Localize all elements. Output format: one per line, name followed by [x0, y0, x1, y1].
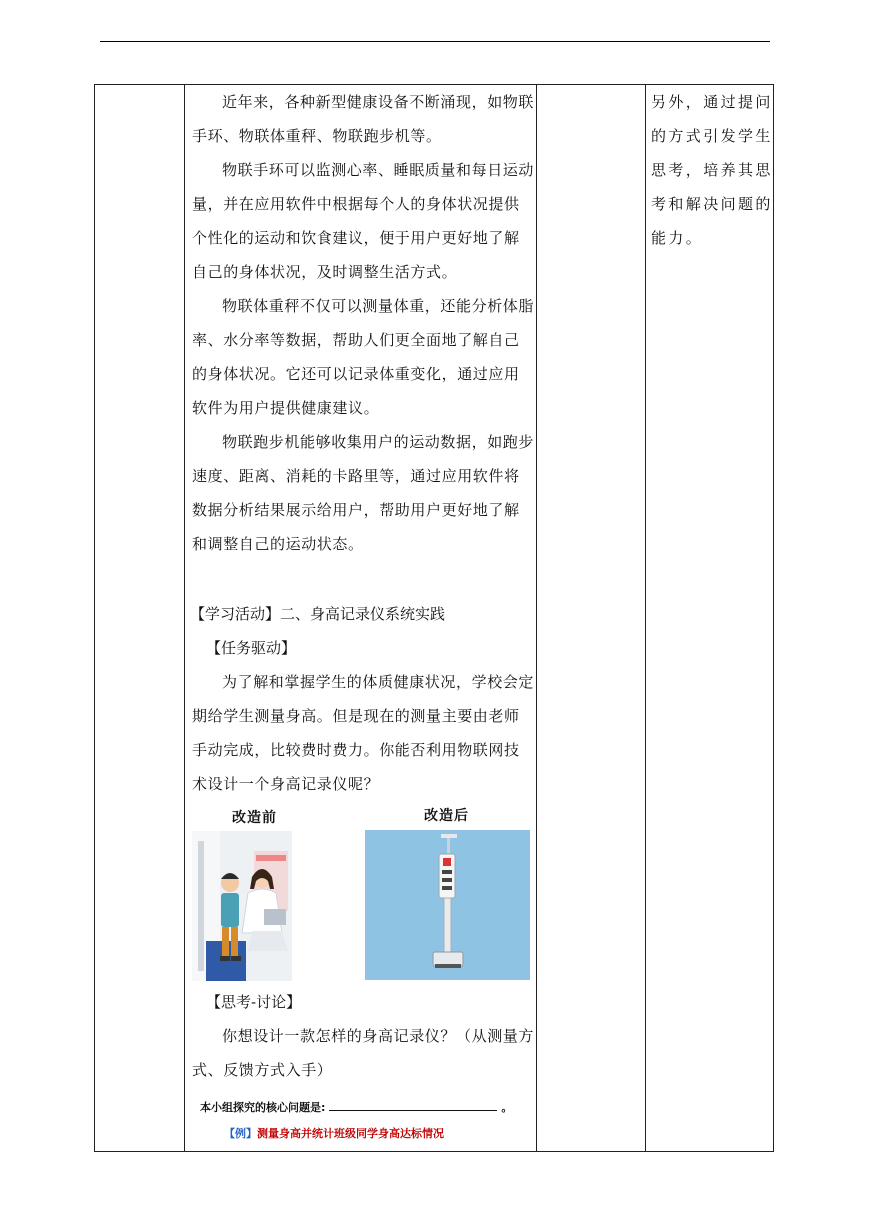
core-question-end: 。	[501, 1101, 513, 1114]
core-question-label: 本小组探究的核心问题是:	[200, 1101, 326, 1114]
header-rule	[100, 41, 770, 42]
discuss-text: 你想设计一款怎样的身高记录仪？（从测量方式、反馈方式入手）	[192, 1027, 535, 1079]
figure-before-after	[192, 805, 534, 985]
example-text: 测量身高并统计班级同学身高达标情况	[257, 1127, 444, 1140]
lesson-table	[94, 84, 774, 1152]
task-text: 为了解和掌握学生的体质健康状况，学校会定期给学生测量身高。但是现在的测量主要由老师手动完成，比较费时费力。你能否利用物联网技术设计一个身高记录仪呢？	[192, 673, 535, 793]
height-measuring-device-illustration	[365, 830, 530, 980]
caption-after: 改造后	[424, 808, 469, 824]
core-question-blank[interactable]	[329, 1100, 497, 1111]
column-divider	[645, 85, 646, 1151]
discuss-heading: 【思考-讨论】	[206, 993, 302, 1011]
core-question-line	[200, 1099, 512, 1115]
column-divider	[184, 85, 185, 1151]
nurse-measuring-child-illustration	[192, 831, 292, 981]
column-divider	[536, 85, 537, 1151]
paragraph-intro: 近年来，各种新型健康设备不断涌现，如物联手环、物联体重秤、物联跑步机等。	[192, 93, 535, 145]
paragraph-band: 物联手环可以监测心率、睡眠质量和每日运动量，并在应用软件中根据每个人的身体状况提供个性化的运动和饮食建议，便于用户更好地了解自己的身体状况，及时调整生活方式。	[192, 161, 535, 281]
paragraph-treadmill: 物联跑步机能够收集用户的运动数据，如跑步速度、距离、消耗的卡路里等，通过应用软件将数据分析结果展示给用户，帮助用户更好地了解和调整自己的运动状态。	[192, 433, 535, 553]
activity-heading: 【学习活动】二、身高记录仪系统实践	[190, 605, 446, 623]
notes-cell	[651, 85, 773, 255]
paragraph-scale: 物联体重秤不仅可以测量体重，还能分析体脂率、水分率等数据，帮助人们更全面地了解自己的身体状况。它还可以记录体重变化，通过应用软件为用户提供健康建议。	[192, 297, 535, 417]
after-photo	[365, 830, 530, 980]
example-line	[224, 1125, 444, 1141]
example-tag: 【例】	[224, 1127, 257, 1140]
design-intent-text: 另外，通过提问的方式引发学生思考，培养其思考和解决问题的能力。	[651, 93, 773, 247]
before-photo	[192, 831, 292, 981]
task-heading: 【任务驱动】	[206, 639, 297, 657]
caption-before: 改造前	[232, 810, 277, 826]
